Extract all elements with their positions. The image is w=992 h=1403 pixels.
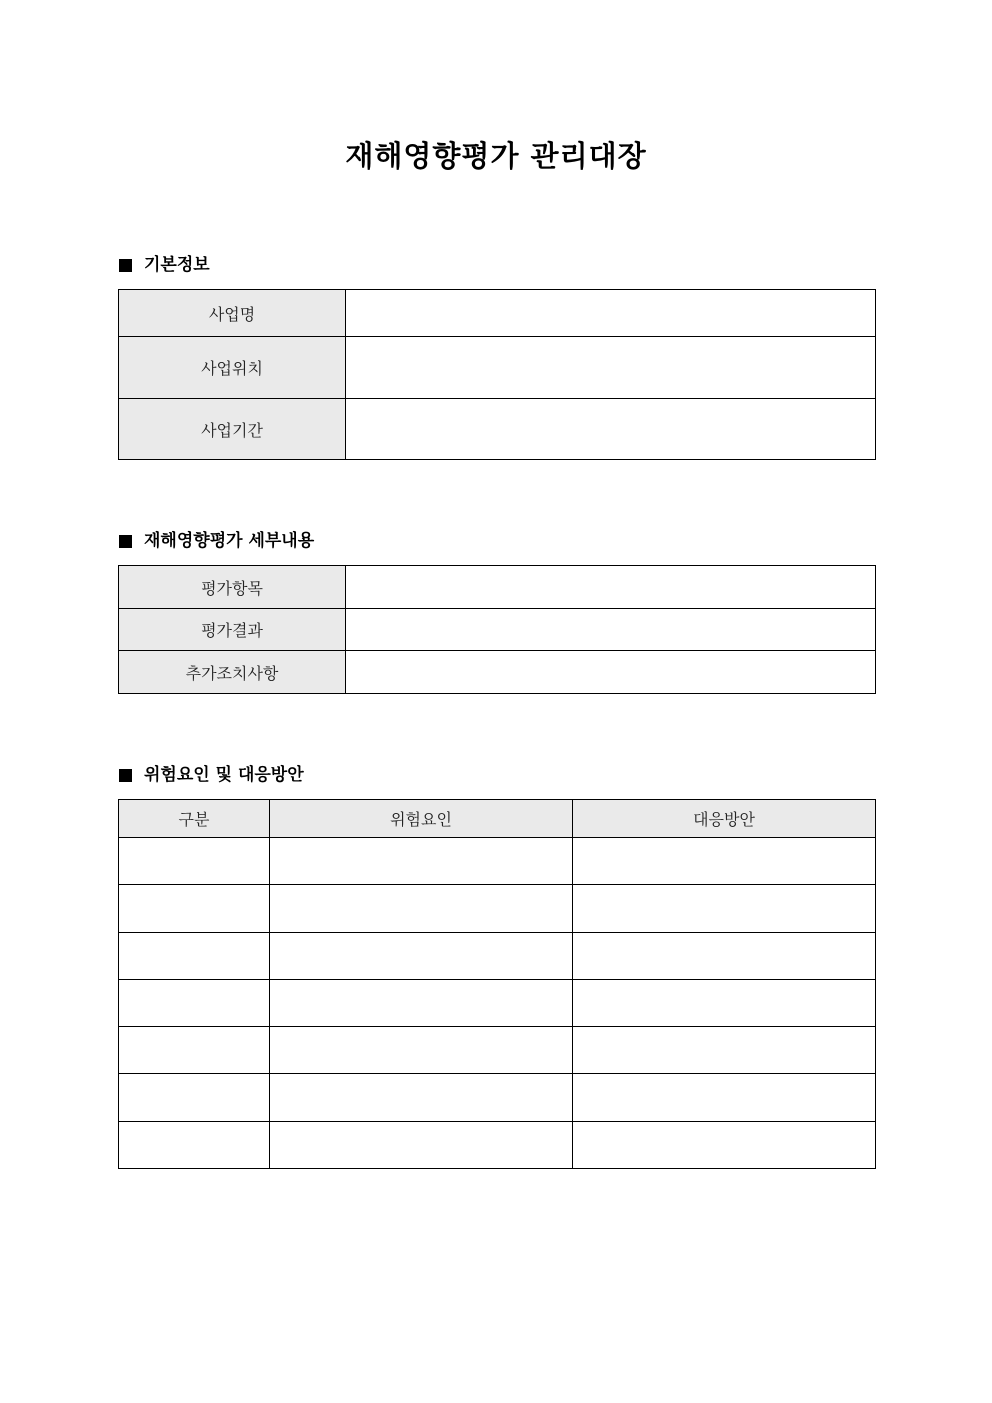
- table-row: [119, 933, 876, 980]
- category-cell[interactable]: [119, 885, 270, 933]
- response-cell[interactable]: [573, 885, 876, 933]
- risk-factor-cell[interactable]: [270, 980, 573, 1027]
- column-header-category: 구분: [119, 800, 270, 838]
- risk-factor-cell[interactable]: [270, 933, 573, 980]
- table-row: [119, 885, 876, 933]
- table-row: [119, 838, 876, 885]
- table-row: [119, 980, 876, 1027]
- row-label: 사업기간: [119, 399, 346, 460]
- assessment-detail-table: [118, 565, 876, 694]
- section-heading-label: 재해영향평가 세부내용: [144, 531, 315, 551]
- project-period-field[interactable]: [346, 399, 876, 460]
- table-row: [119, 337, 876, 399]
- table-row: [119, 651, 876, 694]
- section-heading-label: 위험요인 및 대응방안: [144, 765, 304, 785]
- category-cell[interactable]: [119, 933, 270, 980]
- additional-action-field[interactable]: [346, 651, 876, 694]
- risk-factor-cell[interactable]: [270, 1027, 573, 1074]
- assessment-result-field[interactable]: [346, 609, 876, 651]
- category-cell[interactable]: [119, 980, 270, 1027]
- project-location-field[interactable]: [346, 337, 876, 399]
- row-label: 평가결과: [119, 609, 346, 651]
- risk-factor-cell[interactable]: [270, 1122, 573, 1169]
- response-cell[interactable]: [573, 980, 876, 1027]
- square-bullet-icon: [119, 535, 132, 548]
- row-label: 사업위치: [119, 337, 346, 399]
- basic-info-table: [118, 289, 876, 460]
- category-cell[interactable]: [119, 1074, 270, 1122]
- category-cell[interactable]: [119, 1027, 270, 1074]
- column-header-response: 대응방안: [573, 800, 876, 838]
- risk-factor-cell[interactable]: [270, 885, 573, 933]
- row-label: 추가조치사항: [119, 651, 346, 694]
- table-header-row: [119, 800, 876, 838]
- response-cell[interactable]: [573, 1074, 876, 1122]
- response-cell[interactable]: [573, 838, 876, 885]
- category-cell[interactable]: [119, 838, 270, 885]
- table-row: [119, 609, 876, 651]
- row-label: 사업명: [119, 290, 346, 337]
- column-header-risk-factor: 위험요인: [270, 800, 573, 838]
- section-heading-basic: [119, 254, 210, 276]
- assessment-item-field[interactable]: [346, 566, 876, 609]
- risk-response-table: [118, 799, 876, 1169]
- table-row: [119, 1027, 876, 1074]
- square-bullet-icon: [119, 769, 132, 782]
- response-cell[interactable]: [573, 1122, 876, 1169]
- page-title: 재해영향평가 관리대장: [345, 139, 647, 173]
- table-row: [119, 566, 876, 609]
- section-heading-label: 기본정보: [144, 255, 210, 275]
- row-label: 평가항목: [119, 566, 346, 609]
- section-heading-detail: [119, 530, 314, 552]
- response-cell[interactable]: [573, 1027, 876, 1074]
- risk-factor-cell[interactable]: [270, 1074, 573, 1122]
- table-row: [119, 399, 876, 460]
- table-row: [119, 1122, 876, 1169]
- project-name-field[interactable]: [346, 290, 876, 337]
- square-bullet-icon: [119, 259, 132, 272]
- category-cell[interactable]: [119, 1122, 270, 1169]
- section-heading-risk: [119, 764, 304, 786]
- table-row: [119, 290, 876, 337]
- response-cell[interactable]: [573, 933, 876, 980]
- table-row: [119, 1074, 876, 1122]
- risk-factor-cell[interactable]: [270, 838, 573, 885]
